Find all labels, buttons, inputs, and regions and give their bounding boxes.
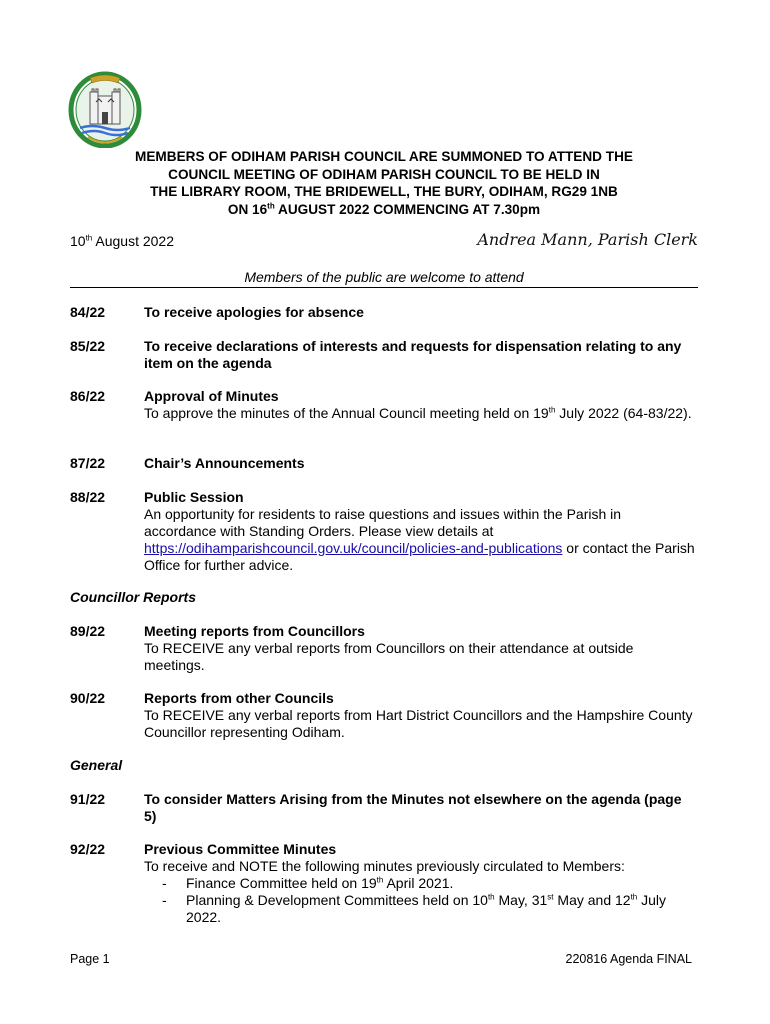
item-number: 90/22 (70, 690, 106, 706)
item-number: 92/22 (70, 841, 106, 857)
issue-date: 10th August 2022 (70, 233, 174, 249)
minutes-list (144, 875, 696, 926)
public-welcome-note: Members of the public are welcome to attend (244, 269, 524, 285)
item-number: 84/22 (70, 304, 106, 320)
item-number: 85/22 (70, 338, 106, 354)
list-item: - Planning & Development Committees held on 10th May, 31st May and 12th July 2022. (162, 892, 696, 926)
item-number: 89/22 (70, 623, 106, 639)
item-text: To receive and NOTE the following minutes previously circulated to Members: (144, 858, 625, 874)
section-heading-councillor-reports: Councillor Reports (70, 589, 197, 605)
page-number: Page 1 (70, 952, 110, 966)
item-text: To RECEIVE any verbal reports from Hart District Councillors and the Hampshire County Councillor representing Odiham. (144, 707, 693, 740)
item-title: Chair’s Announcements (144, 455, 305, 471)
list-item: - Finance Committee held on 19th April 2021. (162, 875, 696, 892)
heading-line-3: THE LIBRARY ROOM, THE BRIDEWELL, THE BURY, ODIHAM, RG29 1NB (150, 184, 618, 199)
item-title: Reports from other Councils (144, 690, 334, 706)
item-text: To RECEIVE any verbal reports from Councillors on their attendance at outside meetings. (144, 640, 634, 673)
item-title: Previous Committee Minutes (144, 841, 337, 857)
item-number: 87/22 (70, 455, 106, 471)
item-title: To receive apologies for absence (144, 304, 364, 320)
council-crest-logo (68, 70, 142, 148)
item-title: To receive declarations of interests and requests for dispensation relating to any item on the agenda (144, 338, 682, 371)
heading-line-4: ON 16th AUGUST 2022 COMMENCING AT 7.30pm (227, 200, 541, 217)
divider (70, 287, 698, 288)
item-title: Meeting reports from Councillors (144, 623, 365, 639)
heading-line-2: COUNCIL MEETING OF ODIHAM PARISH COUNCIL TO BE HELD IN (168, 166, 600, 182)
policies-link[interactable]: https://odihamparishcouncil.gov.uk/council/policies-and-publications (144, 540, 563, 556)
summons-heading (70, 148, 698, 218)
document-reference: 220816 Agenda FINAL (565, 952, 692, 966)
item-number: 91/22 (70, 791, 106, 807)
item-text: An opportunity for residents to raise questions and issues within the Parish in accordance with Standing Orders. Please view details at https://odihamparishcouncil.gov.uk/council/policies-and-publications or contact the Parish Office for further advice. (144, 506, 695, 573)
item-number: 86/22 (70, 388, 106, 404)
clerk-signature: Andrea Mann, Parish Clerk (477, 230, 698, 249)
heading-line-1: MEMBERS OF ODIHAM PARISH COUNCIL ARE SUMMONED TO ATTEND THE (135, 149, 633, 164)
item-title: Public Session (144, 489, 244, 505)
section-heading-general: General (70, 757, 123, 773)
item-title: Approval of Minutes (144, 388, 279, 404)
item-title: To consider Matters Arising from the Minutes not elsewhere on the agenda (page 5) (144, 791, 682, 824)
item-number: 88/22 (70, 489, 106, 505)
item-text: To approve the minutes of the Annual Council meeting held on 19th July 2022 (64-83/22). (144, 405, 692, 421)
